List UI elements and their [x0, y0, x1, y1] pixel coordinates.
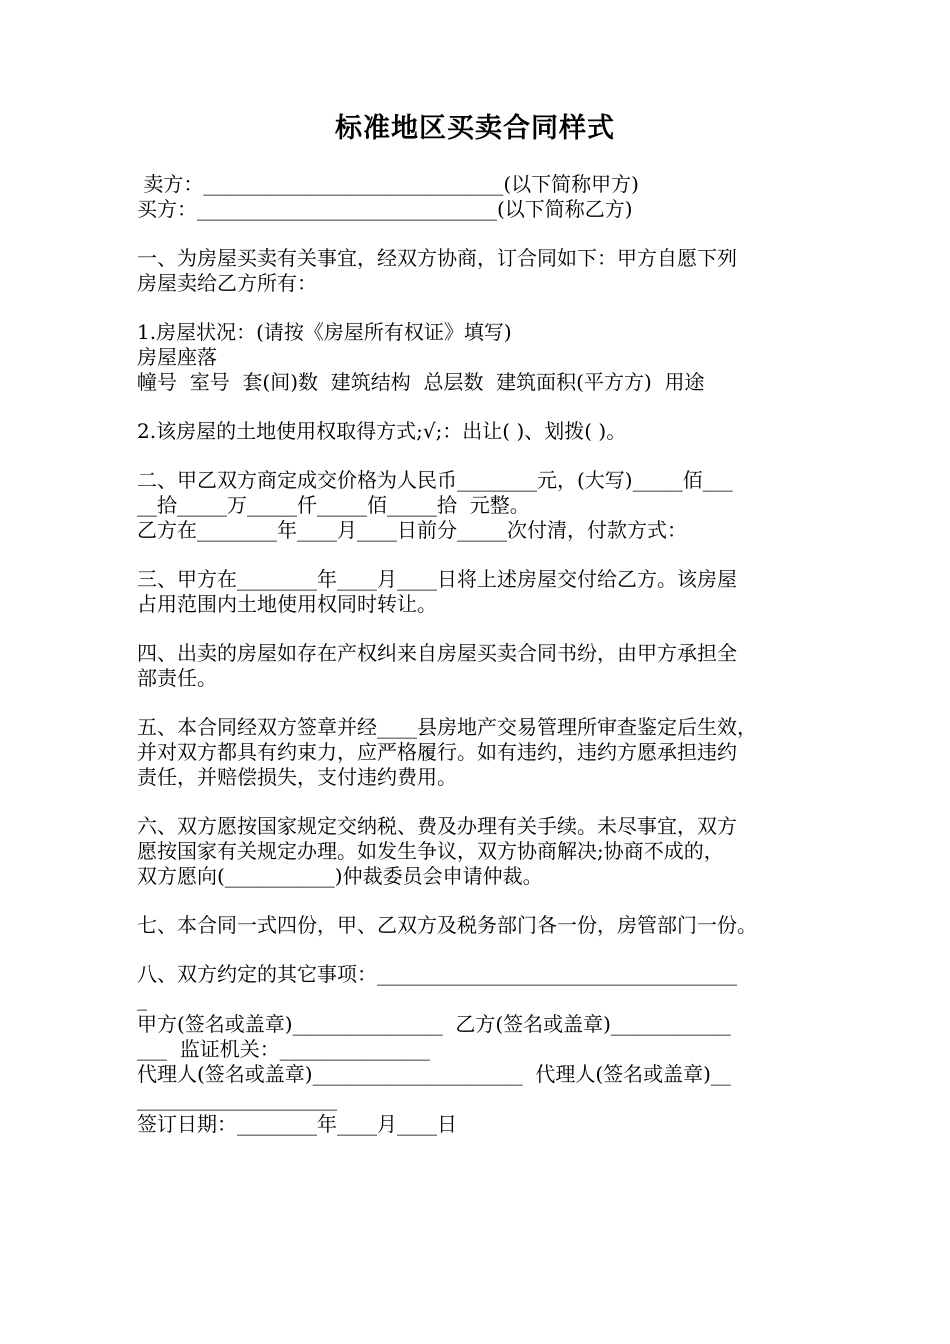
clause-4-line-2: 部责任。 — [137, 666, 217, 690]
clause-8-line-2: _ — [137, 987, 147, 1011]
signature-line-3: 代理人(签名或盖章)_____________________ 代理人(签名或盖章)__ — [137, 1062, 731, 1086]
clause-1-1-line-3: 幢号 室号 套(间)数 建筑结构 总层数 建筑面积(平方方) 用途 — [137, 370, 705, 394]
clause-6-line-3: 双方愿向(___________)仲裁委员会申请仲裁。 — [137, 864, 543, 888]
clause-5-line-3: 责任，并赔偿损失，支付违约费用。 — [137, 765, 457, 789]
clause-8-line-1: 八、双方约定的其它事项：____________________________________ — [137, 962, 737, 986]
document-title: 标准地区买卖合同样式 — [335, 113, 615, 144]
clause-1-line-2: 房屋卖给乙方所有： — [137, 271, 317, 295]
seller-line: 卖方：______________________________(以下简称甲方) — [137, 172, 639, 196]
clause-1-2: 2.该房屋的土地使用权取得方式;√;：出让( )、划拨( )。 — [137, 419, 627, 443]
signature-line-2: ___ 监证机关：_______________ — [137, 1037, 430, 1061]
clause-5-line-1: 五、本合同经双方签章并经____县房地产交易管理所审查鉴定后生效， — [137, 715, 757, 739]
buyer-line: 买方：______________________________(以下简称乙方) — [137, 197, 633, 221]
clause-2-line-1: 二、甲乙双方商定成交价格为人民币________元，(大写)_____佰___ — [137, 468, 733, 492]
clause-2-line-3: 乙方在________年____月____日前分_____次付清，付款方式： — [137, 518, 687, 542]
clause-1-1-line-1: 1.房屋状况：(请按《房屋所有权证》填写) — [137, 320, 512, 344]
clause-7: 七、本合同一式四份，甲、乙双方及税务部门各一份，房管部门一份。 — [137, 913, 757, 937]
clause-3-line-2: 占用范围内土地使用权同时转让。 — [137, 592, 437, 616]
signing-date-line: 签订日期：________年____月____日 — [137, 1112, 457, 1136]
signature-line-1: 甲方(签名或盖章)_______________ 乙方(签名或盖章)____________ — [137, 1012, 731, 1036]
clause-1-1-line-2: 房屋座落 — [137, 345, 217, 369]
clause-5-line-2: 并对双方都具有约束力，应严格履行。如有违约，违约方愿承担违约 — [137, 740, 737, 764]
clause-2-line-2: __拾_____万_____仟_____佰_____拾 元整。 — [137, 493, 530, 517]
clause-1-line-1: 一、为房屋买卖有关事宜，经双方协商，订合同如下：甲方自愿下列 — [137, 246, 737, 270]
signature-line-4: ____________________ — [137, 1087, 337, 1111]
clause-6-line-1: 六、双方愿按国家规定交纳税、费及办理有关手续。未尽事宜，双方 — [137, 814, 737, 838]
clause-6-line-2: 愿按国家有关规定办理。如发生争议，双方协商解决;协商不成的， — [137, 839, 724, 863]
clause-4-line-1: 四、出卖的房屋如存在产权纠来自房屋买卖合同书纷，由甲方承担全 — [137, 641, 737, 665]
clause-3-line-1: 三、甲方在________年____月____日将上述房屋交付给乙方。该房屋 — [137, 567, 737, 591]
contract-body — [137, 172, 827, 1137]
